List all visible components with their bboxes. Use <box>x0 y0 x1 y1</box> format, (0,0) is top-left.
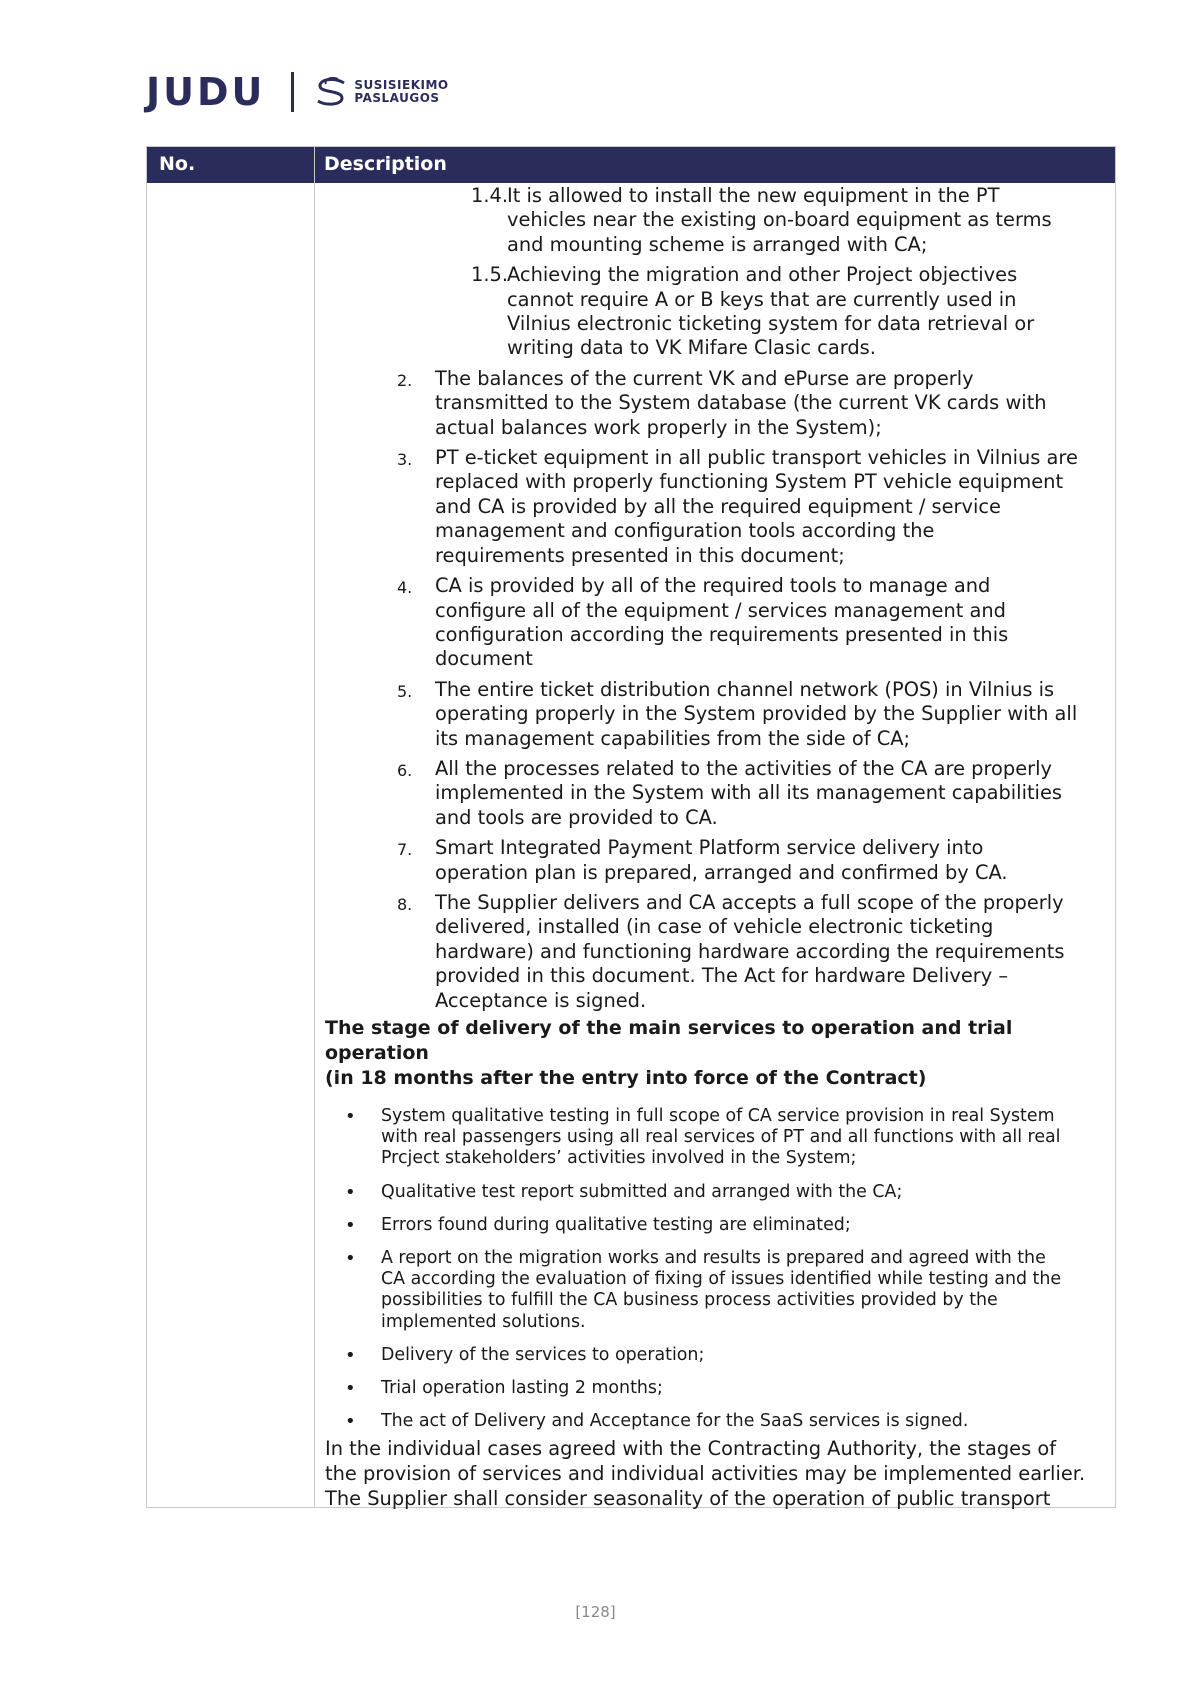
text-line: the provision of services and individual activities may be implemented earlier. <box>325 1462 1086 1486</box>
text-line: cannot require A or B keys that are currently used in <box>507 287 1017 311</box>
text-line: It is allowed to install the new equipment in the PT <box>507 184 1000 207</box>
bullet-item <box>315 1378 1113 1399</box>
text-line: and tools are provided to CA. <box>435 805 718 829</box>
text-line: possibilities to fulfill the CA business process activities provided by the <box>381 1290 998 1311</box>
text-line: requirements presented in this document; <box>435 543 845 567</box>
closing-paragraph <box>315 1436 1113 1511</box>
text-line: implemented solutions. <box>381 1311 586 1332</box>
partner-logo-text <box>354 79 448 105</box>
list-item <box>315 836 1113 885</box>
text-line: System qualitative testing in full scope of CA service provision in real System <box>381 1106 1055 1126</box>
list-item <box>315 574 1113 672</box>
text-line: The Supplier delivers and CA accepts a full scope of the properly <box>435 890 1064 914</box>
text-line: Errors found during qualitative testing are eliminated; <box>381 1214 851 1235</box>
list-item <box>315 446 1113 568</box>
text-line: CA according the evaluation of fixing of issues identified while testing and the <box>381 1269 1062 1290</box>
text-line: hardware) and functioning hardware according the requirements <box>435 939 1065 963</box>
bullet-icon: • <box>345 1106 356 1127</box>
column-header-no: No. <box>159 153 196 175</box>
text-line: Qualitative test report submitted and arranged with the CA; <box>381 1181 903 1202</box>
list-item <box>315 891 1113 1013</box>
bullet-icon: • <box>345 1378 356 1400</box>
text-line: configure all of the equipment / services management and <box>435 598 1006 622</box>
text-line: Vilnius electronic ticketing system for data retrieval or <box>507 312 1035 336</box>
bullet-icon: • <box>345 1181 356 1203</box>
text-line: configuration according the requirements presented in this <box>435 622 1009 646</box>
requirements-table <box>146 146 1116 1511</box>
text-line: operating properly in the System provided by the Supplier with all <box>435 702 1078 726</box>
bullet-item <box>315 1345 1113 1366</box>
judu-logo: JUDU <box>146 70 266 114</box>
list-item-number: 4. <box>397 578 413 598</box>
text-line: PT e-ticket equipment in all public transport vehicles in Vilnius are <box>435 446 1078 470</box>
heading-line: The stage of delivery of the main services to operation and trial operation <box>325 1017 1013 1064</box>
text-line: transmitted to the System database (the current VK cards with <box>435 391 1047 415</box>
text-line: its management capabilities from the side of CA; <box>435 726 911 750</box>
text-line: All the processes related to the activities of the CA are properly <box>435 756 1052 780</box>
heading-line: (in 18 months after the entry into force of the Contract) <box>325 1067 927 1089</box>
text-line: Acceptance is signed. <box>435 988 647 1012</box>
bullet-icon: • <box>345 1411 356 1433</box>
text-line: Smart Integrated Payment Platform service delivery into <box>435 836 984 860</box>
text-line: The Supplier shall consider seasonality of the operation of public transport <box>325 1487 1051 1511</box>
sub-item <box>315 263 1113 361</box>
text-line: document <box>435 647 533 671</box>
bullet-icon: • <box>345 1214 356 1236</box>
list-item-number: 6. <box>397 760 413 780</box>
text-line: and CA is provided by all the required equipment / service <box>435 494 1001 518</box>
text-line: The balances of the current VK and ePurse are properly <box>435 366 974 390</box>
table-header-row <box>147 147 1115 183</box>
page-number: [128] <box>575 1603 616 1621</box>
sub-item <box>315 184 1113 257</box>
sub-item-number: 1.4. <box>471 184 509 207</box>
bullet-item <box>315 1106 1113 1170</box>
text-line: A report on the migration works and results is prepared and agreed with the <box>381 1248 1046 1269</box>
text-line: Delivery of the services to operation; <box>381 1344 705 1365</box>
list-item <box>315 678 1113 751</box>
text-line: Trial operation lasting 2 months; <box>381 1378 663 1399</box>
list-item-number: 8. <box>397 894 413 914</box>
column-header-description: Description <box>324 153 447 175</box>
description-cell <box>315 183 1113 1511</box>
text-line: replaced with properly functioning System PT vehicle equipment <box>435 470 1064 494</box>
list-item-number: 5. <box>397 681 413 701</box>
text-line: management and configuration tools according the <box>435 519 935 543</box>
stage-heading <box>315 1016 1113 1091</box>
sub-item-number: 1.5. <box>471 263 509 287</box>
list-item-number: 3. <box>397 450 413 470</box>
text-line: Prcject stakeholders’ activities involved in the System; <box>381 1148 857 1169</box>
text-line: actual balances work properly in the System); <box>435 415 882 439</box>
page-header <box>146 70 449 114</box>
bullet-icon: • <box>345 1248 356 1270</box>
susisiekimo-logo-icon <box>314 77 348 107</box>
list-item-number: 2. <box>397 370 413 390</box>
text-line: implemented in the System with all its management capabilities <box>435 781 1062 805</box>
text-line: writing data to VK Mifare Clasic cards. <box>507 336 876 360</box>
text-line: CA is provided by all of the required tools to manage and <box>435 574 991 598</box>
bullet-item <box>315 1215 1113 1236</box>
partner-line-1: SUSISIEKIMO <box>354 78 449 92</box>
bullet-item <box>315 1411 1113 1432</box>
text-line: The entire ticket distribution channel network (POS) in Vilnius is <box>435 677 1055 701</box>
text-line: vehicles near the existing on-board equipment as terms <box>507 208 1052 232</box>
list-item <box>315 757 1113 830</box>
text-line: operation plan is prepared, arranged and confirmed by CA. <box>435 860 1008 884</box>
bullet-item <box>315 1182 1113 1203</box>
bullet-icon: • <box>345 1344 356 1366</box>
list-item <box>315 367 1113 440</box>
text-line: The act of Delivery and Acceptance for the SaaS services is signed. <box>381 1411 969 1432</box>
logo-divider <box>291 72 294 112</box>
text-line: In the individual cases agreed with the Contracting Authority, the stages of <box>325 1437 1057 1461</box>
text-line: provided in this document. The Act for hardware Delivery – <box>435 964 1009 988</box>
text-line: Achieving the migration and other Project objectives <box>507 263 1018 287</box>
list-item-number: 7. <box>397 840 413 860</box>
partner-line-2: PASLAUGOS <box>354 91 440 105</box>
text-line: delivered, installed (in case of vehicle electronic ticketing <box>435 915 994 939</box>
text-line: with real passengers using all real services of PT and all functions with all real <box>381 1127 1061 1148</box>
text-line: and mounting scheme is arranged with CA; <box>507 232 928 256</box>
bullet-item <box>315 1248 1113 1333</box>
